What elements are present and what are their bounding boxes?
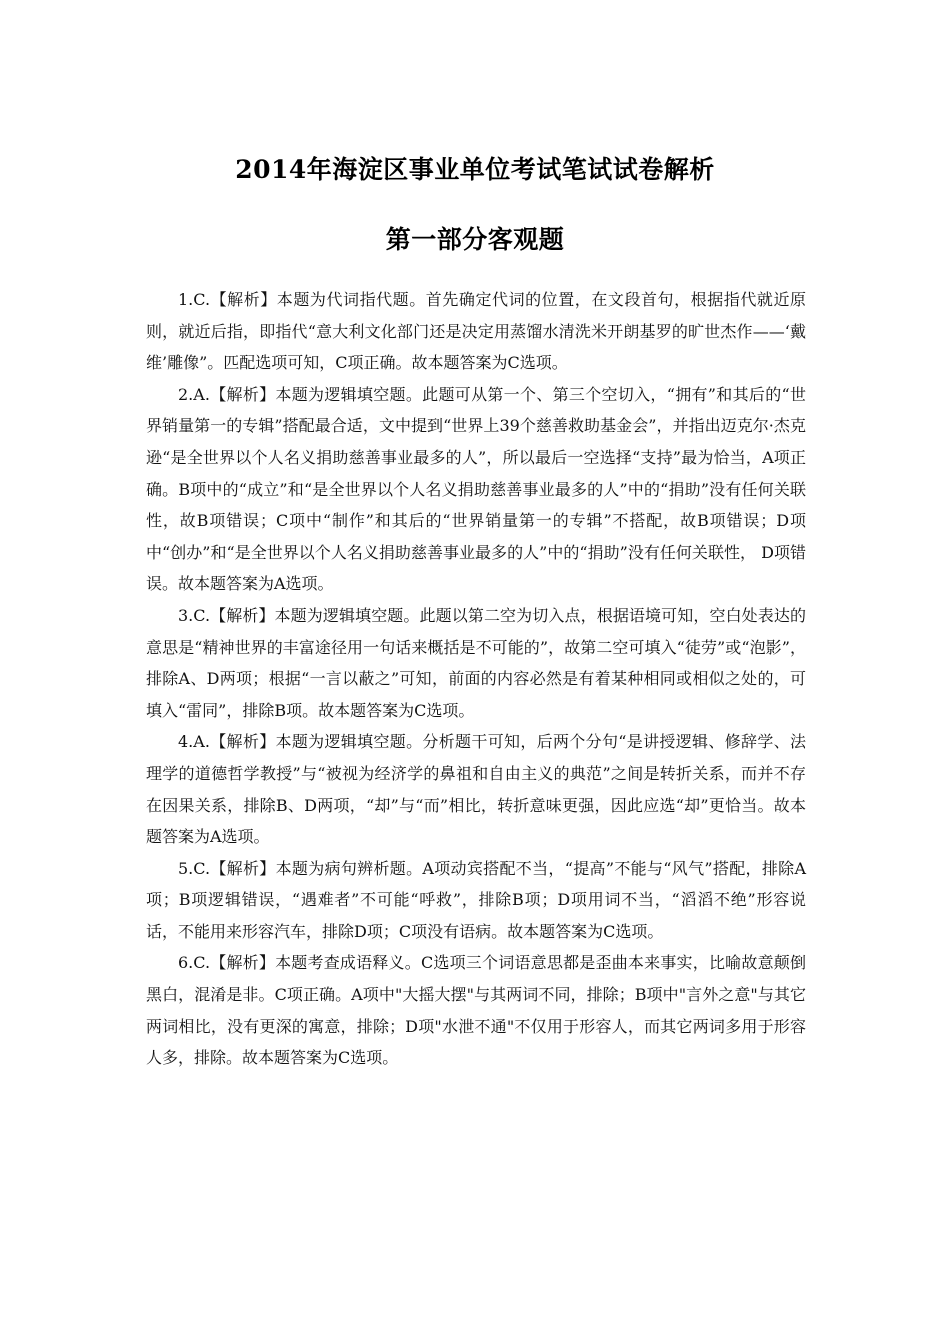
section-title: 第一部分客观题 <box>385 225 565 254</box>
explanation-paragraph-6: 6.C.【解析】本题考查成语释义。C选项三个词语意思都是歪曲本来事实，比喻故意颠倒黑白，混淆是非。C项正确。A项中"大摇大摆"与其两词不同，排除；B项中"言外之意"与其它两词相比，没有更深的寓意，排除；D项"水泄不通"不仅用于形容人，而其它两词多用于形容人多，排除。故本题答案为C选项。 <box>146 953 806 1068</box>
explanation-paragraph-5: 5.C.【解析】本题为病句辨析题。A项动宾搭配不当，“提高”不能与“风气”搭配，排除A项；B项逻辑错误，“遇难者”不可能“呼救”，排除B项；D项用词不当，“滔滔不绝”形容说话，不能用来形容汽车，排除D项；C项没有语病。故本题答案为C选项。 <box>146 858 806 941</box>
explanation-paragraph-2: 2.A.【解析】本题为逻辑填空题。此题可从第一个、第三个空切入，“拥有”和其后的“世界销量第一的专辑”搭配最合适，文中提到“世界上39个慈善救助基金会”，并指出迈克尔·杰克逊“是全世界以个人名义捐助慈善事业最多的人”，所以最后一空选择“支持”最为恰当，A项正确。B项中的“成立”和“是全世界以个人名义捐助慈善事业最多的人”中的“捐助”没有任何关联性，故B项错误；C项中“制作”和其后的“世界销量第一的专辑”不搭配，故B项错误；D项中“创办”和“是全世界以个人名义捐助慈善事业最多的人”中的“捐助”没有任何关联性， D项错误。故本题答案为A选项。 <box>146 384 806 594</box>
answer-explanations <box>146 284 806 1074</box>
explanation-paragraph-3: 3.C.【解析】本题为逻辑填空题。此题以第二空为切入点，根据语境可知，空白处表达的意思是“精神世界的丰富途径用一句话来概括是不可能的”，故第二空可填入“徒劳”或“泡影”，排除A、D两项；根据“一言以蔽之”可知，前面的内容必然是有着某种相同或相似之处的，可填入“雷同”，排除B项。故本题答案为C选项。 <box>146 605 806 720</box>
explanation-paragraph-1: 1.C.【解析】本题为代词指代题。首先确定代词的位置，在文段首句，根据指代就近原则，就近后指，即指代“意大利文化部门还是决定用蒸馏水清洗米开朗基罗的旷世杰作——‘戴维’雕像”。匹配选项可知，C项正确。故本题答案为C选项。 <box>146 290 806 373</box>
explanation-paragraph-4: 4.A.【解析】本题为逻辑填空题。分析题干可知，后两个分句“是讲授逻辑、修辞学、法理学的道德哲学教授”与“被视为经济学的鼻祖和自由主义的典范”之间是转折关系，而并不存在因果关系，排除B、D两项，“却”与“而”相比，转折意味更强，因此应选“却”更恰当。故本题答案为A选项。 <box>146 732 806 847</box>
document-title: 2014年海淀区事业单位考试笔试试卷解析 <box>235 155 715 184</box>
